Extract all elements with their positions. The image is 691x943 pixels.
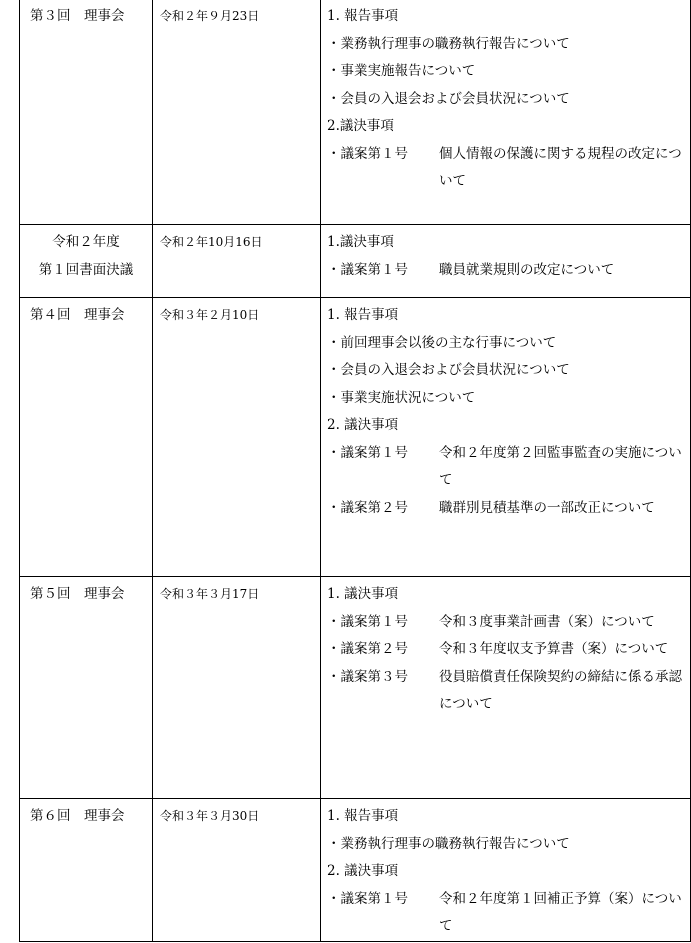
meeting-name: 第５回 理事会: [30, 586, 125, 602]
date-cell: [153, 577, 321, 799]
content-cell: [321, 298, 691, 577]
content-cell: [321, 577, 691, 799]
meeting-date: 令和３年３月30日: [160, 809, 260, 823]
report-item: ・会員の入退会および会員状況について: [327, 90, 570, 107]
table-row: [20, 225, 691, 298]
section-heading: 2. 議決事項: [327, 863, 399, 879]
table-row: [20, 0, 691, 225]
bill-number: ・議案第１号: [327, 613, 408, 630]
report-item: ・事業実施報告について: [327, 63, 476, 79]
section-heading: 2. 議決事項: [327, 417, 399, 433]
date-cell: [153, 0, 321, 225]
bill-number: ・議案第１号: [327, 145, 408, 162]
meeting-date: 令和３年２月10日: [160, 308, 260, 322]
bill-title: 令和３度事業計画書（案）について: [439, 613, 655, 630]
bill-item: [327, 609, 688, 637]
bill-item: [327, 141, 688, 196]
bill-number: ・議案第１号: [327, 444, 408, 461]
section-heading: 1. 議決事項: [327, 586, 399, 602]
meeting-cell: [20, 225, 153, 298]
meeting-name-line: 令和２年度: [52, 234, 120, 250]
bill-number: ・議案第１号: [327, 890, 408, 907]
bill-title: 職群別見積基準の一部改正について: [439, 499, 655, 516]
bill-item: [327, 664, 688, 719]
bill-number: ・議案第２号: [327, 499, 408, 516]
bill-title: 令和２年度第１回補正予算（案）について: [439, 890, 682, 934]
content-cell: [321, 225, 691, 298]
section-heading: 1. 報告事項: [327, 808, 399, 824]
meeting-name: 第６回 理事会: [30, 808, 125, 824]
content-cell: [321, 799, 691, 942]
meeting-date: 令和２年10月16日: [160, 235, 263, 249]
bill-item: [327, 636, 688, 664]
date-cell: [153, 298, 321, 577]
content-cell: [321, 0, 691, 225]
bill-item: [327, 257, 688, 285]
section-heading: 2.議決事項: [327, 118, 394, 134]
meeting-date: 令和３年３月17日: [160, 587, 260, 601]
meeting-name: 第３回 理事会: [30, 8, 125, 24]
meeting-date: 令和２年９月23日: [160, 9, 260, 23]
bill-item: [327, 495, 688, 523]
bill-title: 役員賠償責任保険契約の締結に係る承認について: [439, 668, 682, 712]
meeting-name: 第４回 理事会: [30, 307, 125, 323]
report-item: ・事業実施状況について: [327, 389, 476, 406]
bill-title: 職員就業規則の改定について: [439, 261, 615, 278]
section-heading: 1. 報告事項: [327, 8, 399, 24]
meeting-cell: [20, 0, 153, 225]
bill-title: 個人情報の保護に関する規程の改定について: [439, 145, 682, 189]
meeting-cell: [20, 298, 153, 577]
bill-number: ・議案第１号: [327, 261, 408, 278]
section-heading: 1. 報告事項: [327, 307, 399, 323]
table-row: [20, 799, 691, 942]
bill-number: ・議案第２号: [327, 641, 408, 657]
bill-item: [327, 440, 688, 495]
table-row: [20, 298, 691, 577]
bill-title: 令和３年度収支予算書（案）について: [439, 641, 669, 657]
report-item: ・業務執行理事の職務執行報告について: [327, 835, 570, 852]
report-item: ・業務執行理事の職務執行報告について: [327, 35, 570, 52]
bill-number: ・議案第３号: [327, 668, 408, 685]
date-cell: [153, 225, 321, 298]
section-heading: 1.議決事項: [327, 234, 394, 250]
meeting-cell: [20, 577, 153, 799]
report-item: ・会員の入退会および会員状況について: [327, 362, 570, 378]
bill-item: [327, 886, 688, 941]
bill-title: 令和２年度第２回監事監査の実施について: [439, 444, 682, 488]
meeting-name-line: 第１回書面決議: [38, 261, 134, 278]
meeting-name: [20, 225, 152, 284]
date-cell: [153, 799, 321, 942]
report-item: ・前回理事会以後の主な行事について: [327, 334, 557, 351]
meeting-cell: [20, 799, 153, 942]
table-row: [20, 577, 691, 799]
board-meetings-table: [19, 0, 691, 942]
